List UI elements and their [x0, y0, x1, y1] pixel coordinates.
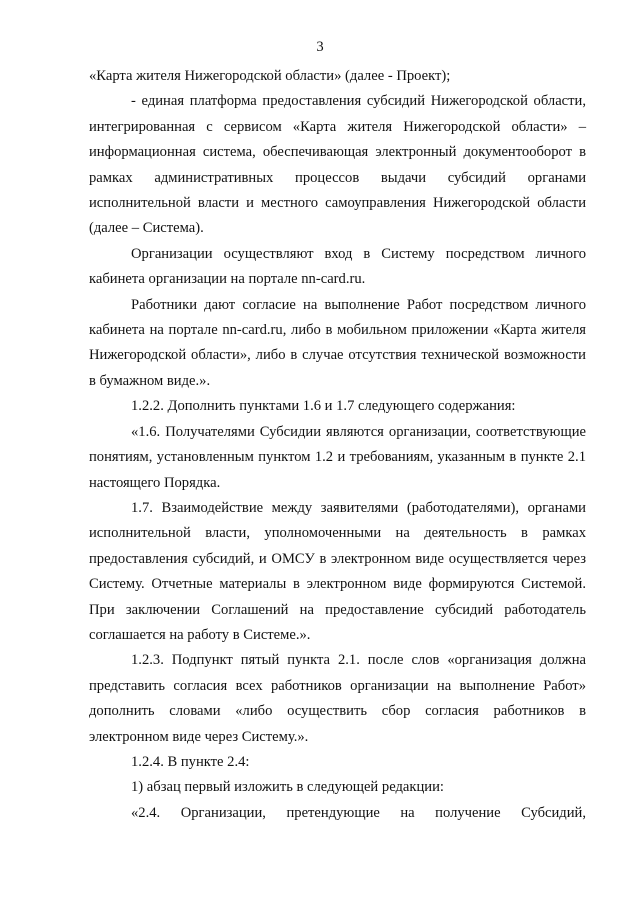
paragraph-organization-login: Организации осуществляют вход в Систему посредством личного кабинета организации на портале nn-card.ru. [89, 245, 586, 288]
paragraph-item-2-4: «2.4. Организации, претендующие на получение Субсидий, [131, 804, 586, 821]
document-body [89, 64, 586, 826]
paragraph-project-continuation: «Карта жителя Нижегородской области» (далее - Проект); [89, 68, 451, 84]
paragraph-system-definition: - единая платформа предоставления субсидий Нижегородской области, интегрированная с сервисом «Карта жителя Нижегородской области» – информационная система, обеспечивающая электронный документооборот в рамках административных процессов выдачи субсидий органами исполнительной власти и местного самоуправления Нижегородской области (далее – Система). [89, 93, 586, 237]
paragraph-worker-consent: Работники дают согласие на выполнение Работ посредством личного кабинета на портале nn-card.ru, либо в мобильном приложении «Карта жителя Нижегородской области», либо в случае отсутствия технической возможности в бумажном виде.». [89, 296, 586, 389]
paragraph-item-1-2-4: 1.2.4. В пункте 2.4: [131, 753, 250, 770]
paragraph-item-1-7: 1.7. Взаимодействие между заявителями (работодателями), органами исполнительной власти, уполномоченными на деятельность в рамках предоставления субсидий, и ОМСУ в электронном виде осуществляется через Систему. Отчетные материалы в электронном виде формируются Системой. При заключении Соглашений на предоставление субсидий работодатель соглашается на работу в Системе.». [89, 499, 586, 643]
paragraph-item-1-2-3: 1.2.3. Подпункт пятый пункта 2.1. после слов «организация должна представить согласия всех работников организации на выполнение Работ» дополнить словами «либо осуществить сбор согласия работников в электронном виде через Систему.». [89, 652, 586, 745]
paragraph-subitem-1: 1) абзац первый изложить в следующей редакции: [131, 779, 444, 796]
page-number: 3 [316, 39, 324, 55]
paragraph-item-1-2-2: 1.2.2. Дополнить пунктами 1.6 и 1.7 следующего содержания: [131, 398, 516, 415]
paragraph-item-1-6: «1.6. Получателями Субсидии являются организации, соответствующие понятиям, установленным пунктом 1.2 и требованиям, указанным в пункте 2.1 настоящего Порядка. [89, 423, 586, 491]
